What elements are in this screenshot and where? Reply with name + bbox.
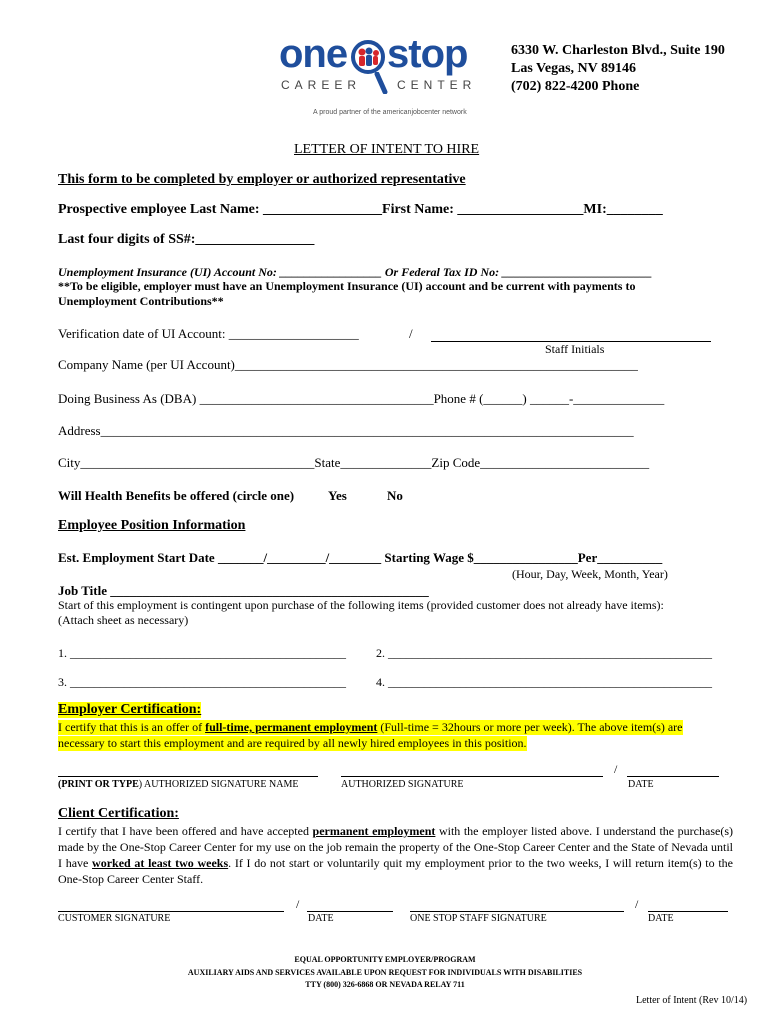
footer-aids: AUXILIARY AIDS AND SERVICES AVAILABLE UPON REQUEST FOR INDIVIDUALS WITH DISABILITIES [187, 968, 583, 977]
client-cert-emphasis-2: worked at least two weeks [92, 856, 229, 870]
ui-account-field[interactable]: Unemployment Insurance (UI) Account No: _________________ Or Federal Tax ID No: _________________________ [58, 265, 653, 279]
item-1-field[interactable]: 1. ______________________________________________ [58, 646, 346, 660]
address-line-2: Las Vegas, NV 89146 [511, 61, 636, 76]
footer-eoe: EQUAL OPPORTUNITY EMPLOYER/PROGRAM [294, 955, 476, 964]
customer-signature-label: CUSTOMER SIGNATURE [58, 913, 171, 924]
address-field[interactable]: Address__________________________________________________________________________________ [58, 423, 634, 438]
staff-date-slash: / [635, 897, 639, 911]
customer-signature-line[interactable] [58, 911, 284, 912]
start-date-wage-field[interactable]: Est. Employment Start Date _______/_________/________ Starting Wage $________________Per__________ [58, 550, 663, 565]
attach-note: (Attach sheet as necessary) [58, 613, 189, 627]
client-cert-c: . If I do not start or voluntarily quit my employment prior to the two weeks, I will return item(s) to the One-Stop Career Center Staff. [58, 856, 734, 886]
employer-date-label: DATE [628, 779, 654, 790]
logo-tagline: A proud partner of the americanjobcenter network [313, 109, 467, 116]
eligibility-note-2: Unemployment Contributions** [58, 294, 224, 308]
staff-signature-label: ONE STOP STAFF SIGNATURE [410, 913, 547, 924]
client-cert-emphasis-1: permanent employment [312, 824, 436, 838]
magnifier-handle-icon [373, 72, 389, 94]
staff-date-line[interactable] [648, 911, 728, 912]
logo-sub-center: CENTER [397, 78, 477, 92]
dba-phone-field[interactable]: Doing Business As (DBA) ____________________________________Phone # (______) ______-______________ [58, 391, 665, 406]
address-line-3: (702) 822-4200 Phone [511, 79, 640, 94]
health-benefits-no[interactable]: No [387, 488, 403, 503]
address-line-1: 6330 W. Charleston Blvd., Suite 190 [511, 43, 725, 58]
client-cert-heading: Client Certification: [58, 806, 179, 821]
verification-date-field[interactable]: Verification date of UI Account: ____________________ [58, 326, 359, 341]
logo-word-one: one [279, 32, 348, 76]
position-heading: Employee Position Information [58, 518, 246, 533]
authorized-signature-line[interactable] [341, 776, 603, 777]
revision-label: Letter of Intent (Rev 10/14) [636, 995, 748, 1006]
logo-sub-career: CAREER [281, 78, 362, 92]
health-benefits-yes[interactable]: Yes [328, 488, 347, 503]
employer-cert-heading: Employer Certification: [58, 702, 202, 717]
eligibility-note-1: **To be eligible, employer must have an Unemployment Insurance (UI) account and be current with payments to [58, 279, 636, 293]
customer-date-slash: / [296, 897, 300, 911]
verification-slash: / [409, 326, 413, 341]
print-name-bold: (PRINT OR TYPE [58, 779, 139, 790]
employer-cert-emphasis: full-time, permanent employment [205, 720, 378, 734]
intro-text: This form to be completed by employer or authorized representative [58, 172, 466, 187]
staff-date-label: DATE [648, 913, 674, 924]
item-2-field[interactable]: 2. ______________________________________________________ [376, 646, 712, 660]
employer-cert-a: I certify that this is an offer of [58, 720, 206, 734]
wage-period-options: (Hour, Day, Week, Month, Year) [512, 567, 668, 581]
logo [275, 32, 490, 122]
item-4-field[interactable]: 4. ______________________________________________________ [376, 675, 712, 689]
print-name-line[interactable] [58, 776, 318, 777]
employer-date-line[interactable] [627, 776, 719, 777]
city-state-zip-field[interactable]: City____________________________________State______________Zip Code__________________________ [58, 455, 650, 470]
authorized-signature-label: AUTHORIZED SIGNATURE [341, 779, 464, 790]
print-name-rest: ) AUTHORIZED SIGNATURE NAME [138, 779, 299, 790]
print-name-label [58, 779, 298, 790]
staff-signature-line[interactable] [410, 911, 624, 912]
contingent-text: Start of this employment is contingent upon purchase of the following items (provided customer does not already have items): [58, 598, 664, 612]
page-title: LETTER OF INTENT TO HIRE [294, 142, 480, 157]
employer-cert-c: (Full-time = 32hours or more per week). The above item(s) are [377, 720, 683, 734]
health-benefits-label: Will Health Benefits be offered (circle one) [58, 488, 295, 503]
client-cert-text [58, 823, 733, 887]
job-title-field[interactable]: Job Title _________________________________________________ [58, 583, 429, 598]
client-cert-a: I certify that I have been offered and have accepted [58, 824, 313, 838]
item-3-field[interactable]: 3. ______________________________________________ [58, 675, 346, 689]
ss-digits-field[interactable]: Last four digits of SS#:_________________ [58, 232, 315, 247]
staff-initials-label: Staff Initials [545, 342, 605, 356]
customer-date-label: DATE [308, 913, 334, 924]
employee-name-field[interactable]: Prospective employee Last Name: _________________First Name: __________________MI:________ [58, 202, 663, 217]
employer-date-slash: / [614, 762, 618, 776]
logo-word-stop: stop [387, 32, 468, 76]
employer-cert-text-1 [58, 720, 683, 735]
company-name-field[interactable]: Company Name (per UI Account)______________________________________________________________ [58, 357, 638, 372]
footer-tty: TTY (800) 326-6868 OR NEVADA RELAY 711 [305, 980, 465, 989]
employer-cert-text-2: necessary to start this employment and are required by all newly hired employees in this position. [58, 736, 527, 750]
customer-date-line[interactable] [307, 911, 393, 912]
client-cert-b: with the employer listed above. I understand the purchase(s) made by the One-Stop Career Center for my use on the job remain the property of the One-Stop Career Center and the State of Nevada until I have [58, 824, 733, 870]
